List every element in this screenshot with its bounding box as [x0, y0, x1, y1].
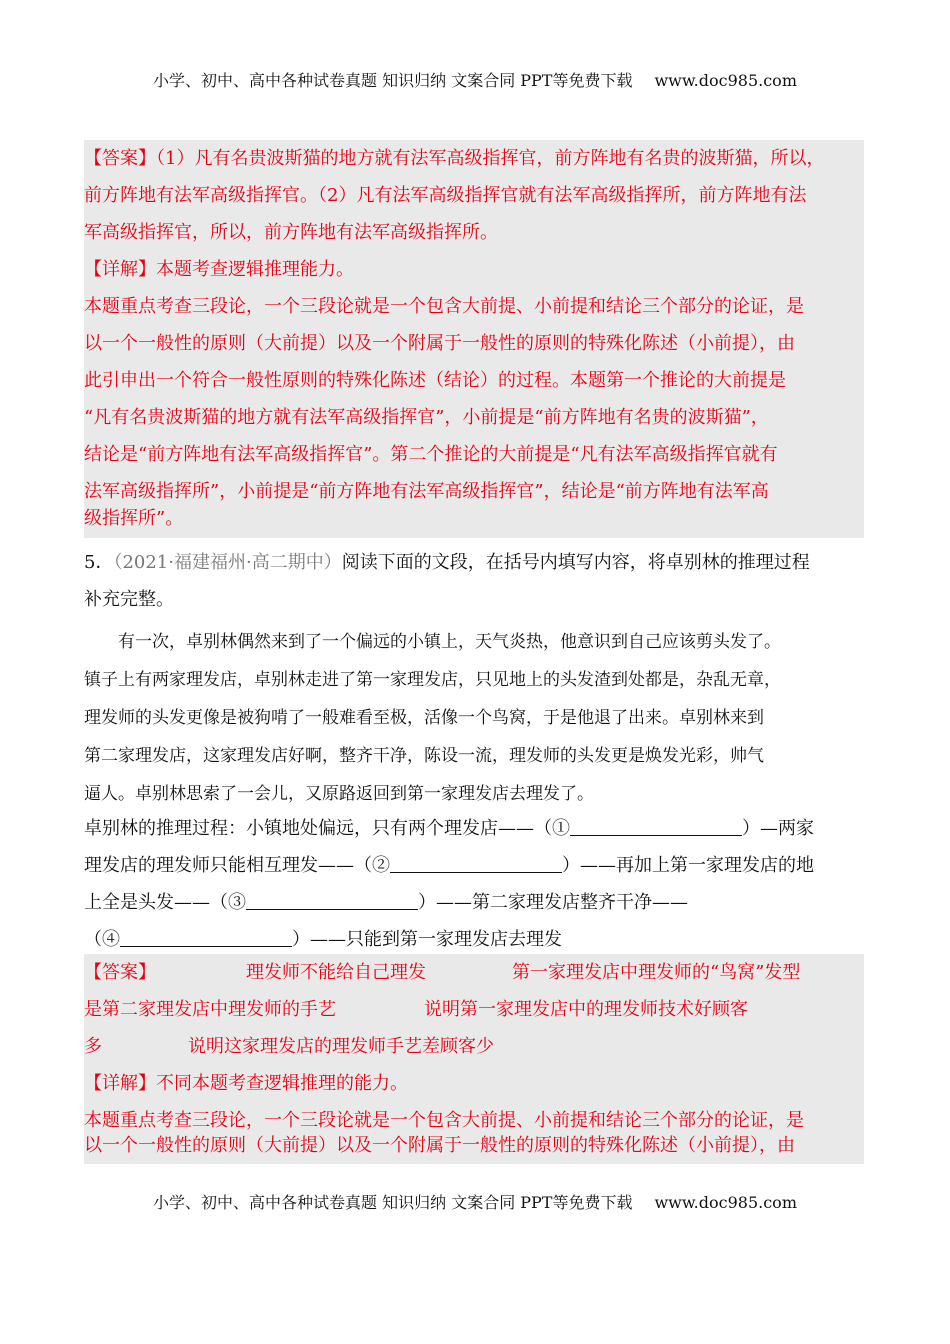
- answer1-line: 本题重点考查三段论，一个三段论就是一个包含大前提、小前提和结论三个部分的论证，是: [84, 296, 804, 317]
- answer1-line: 结论是“前方阵地有法军高级指挥官”。第二个推论的大前提是“凡有法军高级指挥官就有: [84, 444, 778, 465]
- page-footer: [0, 1190, 950, 1213]
- blank-1[interactable]: [570, 815, 742, 836]
- blank-2[interactable]: [390, 852, 562, 873]
- answer1-line: 【答案】（1）凡有名贵波斯猫的地方就有法军高级指挥官，前方阵地有名贵的波斯猫，所以，: [84, 148, 825, 169]
- answer1-line: 前方阵地有法军高级指挥官。（2）凡有法军高级指挥官就有法军高级指挥所，前方阵地有法: [84, 185, 807, 206]
- story-line: 第二家理发店，这家理发店好啊，整齐干净，陈设一流，理发师的头发更是焕发光彩，帅气: [84, 746, 764, 766]
- reasoning-line-1: 卓别林的推理过程：小镇地处偏远，只有两个理发店——（① ）—两家: [84, 810, 814, 847]
- question-number: 5．: [84, 552, 114, 573]
- footer-site: www.doc985.com: [654, 1193, 797, 1212]
- story-line: 理发师的头发更像是被狗啃了一般难看至极，活像一个鸟窝，于是他退了出来。卓别林来到: [84, 708, 764, 728]
- answer-block-1: [84, 140, 864, 538]
- page-header: [0, 68, 950, 91]
- question-5: [84, 544, 864, 954]
- answer2-line: 以一个一般性的原则（大前提）以及一个附属于一般性的原则的特殊化陈述（小前提），由: [84, 1135, 795, 1156]
- answer2-line-2: 是第二家理发店中理发师的手艺 说明第一家理发店中的理发师技术好顾客: [84, 999, 748, 1020]
- answer1-line: 【详解】本题考查逻辑推理能力。: [84, 259, 354, 280]
- answer1-line: 军高级指挥官，所以，前方阵地有法军高级指挥所。: [84, 222, 498, 243]
- header-text: 小学、初中、高中各种试卷真题 知识归纳 文案合同 PPT等免费下载: [153, 71, 633, 90]
- question-source: （2021·福建福州·高二期中）: [113, 552, 342, 573]
- story-line: 逼人。卓别林思索了一会儿，又原路返回到第一家理发店去理发了。: [84, 784, 594, 804]
- answer2-line-3: 多 说明这家理发店的理发师手艺差顾客少: [84, 1036, 494, 1057]
- question-prompt-cont: 补充完整。: [84, 589, 174, 610]
- blank-3[interactable]: [246, 889, 418, 910]
- answer2-line-1: [84, 954, 800, 991]
- footer-text: 小学、初中、高中各种试卷真题 知识归纳 文案合同 PPT等免费下载: [153, 1193, 633, 1212]
- blank-4[interactable]: [120, 926, 292, 947]
- question-prompt: 阅读下面的文段，在括号内填写内容，将卓别林的推理过程: [341, 552, 810, 573]
- header-site: www.doc985.com: [654, 71, 797, 90]
- answer-item-4: 说明这家理发店的理发师手艺差顾客少: [188, 1036, 494, 1057]
- answer1-line: 级指挥所”。: [84, 508, 184, 529]
- answer1-line: 法军高级指挥所”，小前提是“前方阵地有法军高级指挥官”，结论是“前方阵地有法军高: [84, 481, 769, 502]
- reasoning-line-4: （④ ）——只能到第一家理发店去理发: [84, 921, 562, 958]
- answer-label: 【答案】: [84, 962, 156, 983]
- story-paragraph: 有一次，卓别林偶然来到了一个偏远的小镇上，天气炎热，他意识到自己应该剪头发了。: [118, 632, 781, 652]
- answer2-line: 本题重点考查三段论，一个三段论就是一个包含大前提、小前提和结论三个部分的论证，是: [84, 1110, 804, 1131]
- answer-item-2: 第一家理发店中理发师的“鸟窝”发型: [512, 962, 801, 983]
- answer-item-1: 理发师不能给自己理发: [246, 962, 426, 983]
- reasoning-line-2: 理发店的理发师只能相互理发——（② ）——再加上第一家理发店的地: [84, 847, 814, 884]
- answer1-line: “凡有名贵波斯猫的地方就有法军高级指挥官”，小前提是“前方阵地有名贵的波斯猫”，: [84, 407, 769, 428]
- answer1-line: 以一个一般性的原则（大前提）以及一个附属于一般性的原则的特殊化陈述（小前提），由: [84, 333, 795, 354]
- reasoning-line-3: 上全是头发——（③ ）——第二家理发店整齐干净——: [84, 884, 688, 921]
- story-line: 镇子上有两家理发店，卓别林走进了第一家理发店，只见地上的头发渣到处都是，杂乱无章，: [84, 670, 781, 690]
- answer1-line: 此引申出一个符合一般性原则的特殊化陈述（结论）的过程。本题第一个推论的大前提是: [84, 370, 786, 391]
- answer-block-2: [84, 954, 864, 1164]
- answer-item-3: 说明第一家理发店中的理发师技术好顾客: [424, 999, 748, 1020]
- answer2-detail: 【详解】不同本题考查逻辑推理的能力。: [84, 1073, 408, 1094]
